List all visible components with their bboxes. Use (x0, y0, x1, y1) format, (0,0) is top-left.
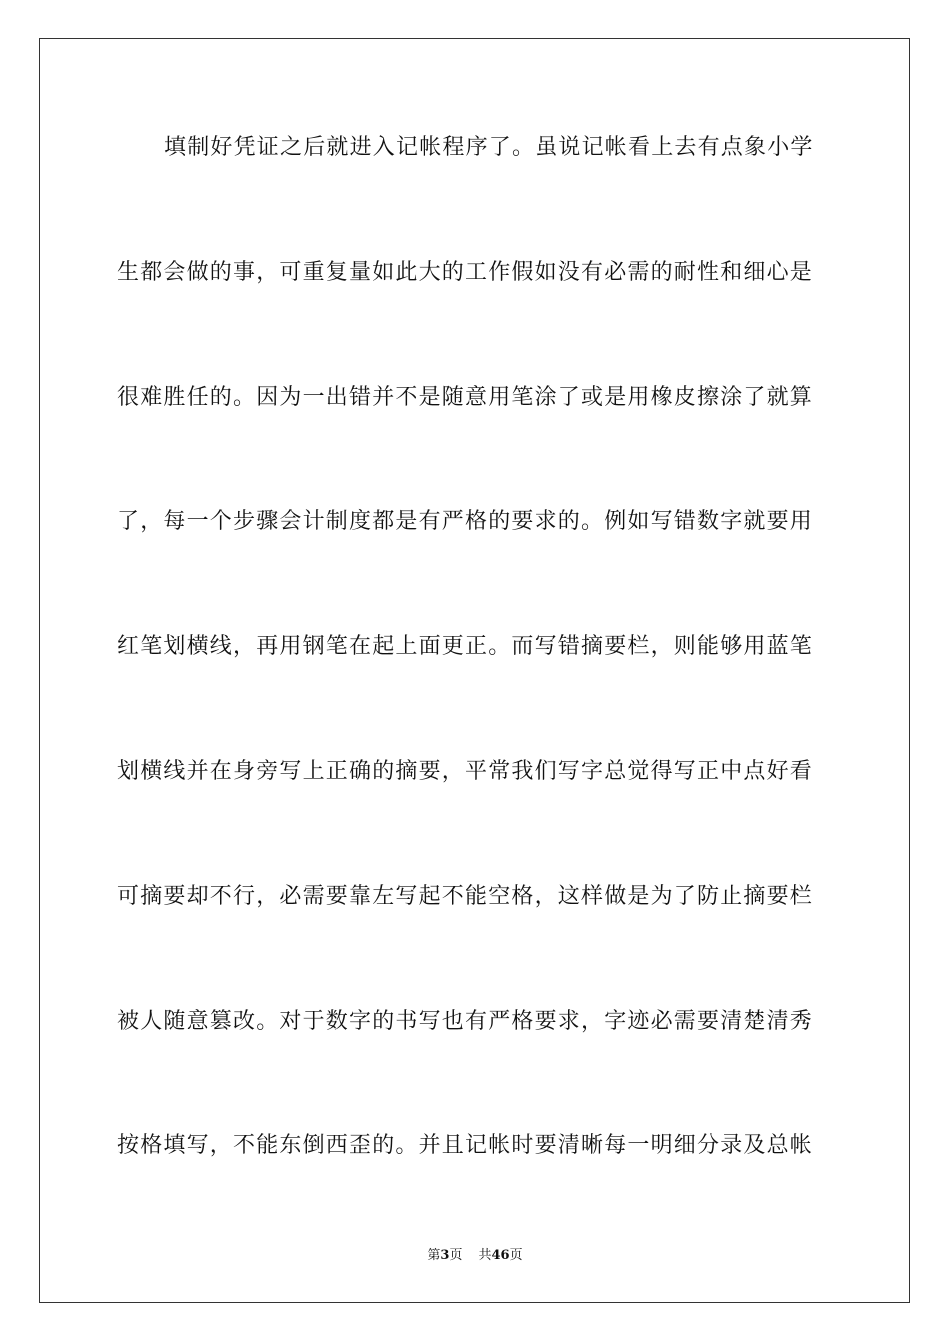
paragraph-line-7: 可摘要却不行，必需要靠左写起不能空格，这样做是为了防止摘要栏 (117, 883, 814, 909)
total-pages: 46 (491, 1248, 510, 1263)
total-suffix: 页 (509, 1248, 523, 1263)
paragraph-line-4: 了，每一个步骤会计制度都是有严格的要求的。例如写错数字就要用 (117, 509, 814, 535)
paragraph-line-1: 填制好凭证之后就进入记帐程序了。虽说记帐看上去有点象小学 (164, 135, 814, 160)
paragraph-line-8: 被人随意篡改。对于数字的书写也有严格要求，字迹必需要清楚清秀 (117, 1008, 814, 1034)
paragraph-line-3: 很难胜任的。因为一出错并不是随意用笔涂了或是用橡皮擦涂了就算 (117, 384, 814, 410)
page-prefix: 第 (427, 1248, 441, 1263)
page-footer (0, 1244, 950, 1263)
paragraph-line-9: 按格填写，不能东倒西歪的。并且记帐时要清晰每一明细分录及总帐 (117, 1133, 814, 1159)
page-number: 3 (440, 1248, 450, 1263)
total-prefix: 共 (478, 1248, 492, 1263)
paragraph-line-2: 生都会做的事，可重复量如此大的工作假如没有必需的耐性和细心是 (117, 259, 814, 285)
paragraph-line-6: 划横线并在身旁写上正确的摘要，平常我们写字总觉得写正中点好看 (117, 758, 814, 784)
page-suffix: 页 (449, 1248, 463, 1263)
document-body (117, 126, 833, 1249)
paragraph-line-5: 红笔划横线，再用钢笔在起上面更正。而写错摘要栏，则能够用蓝笔 (117, 634, 814, 660)
